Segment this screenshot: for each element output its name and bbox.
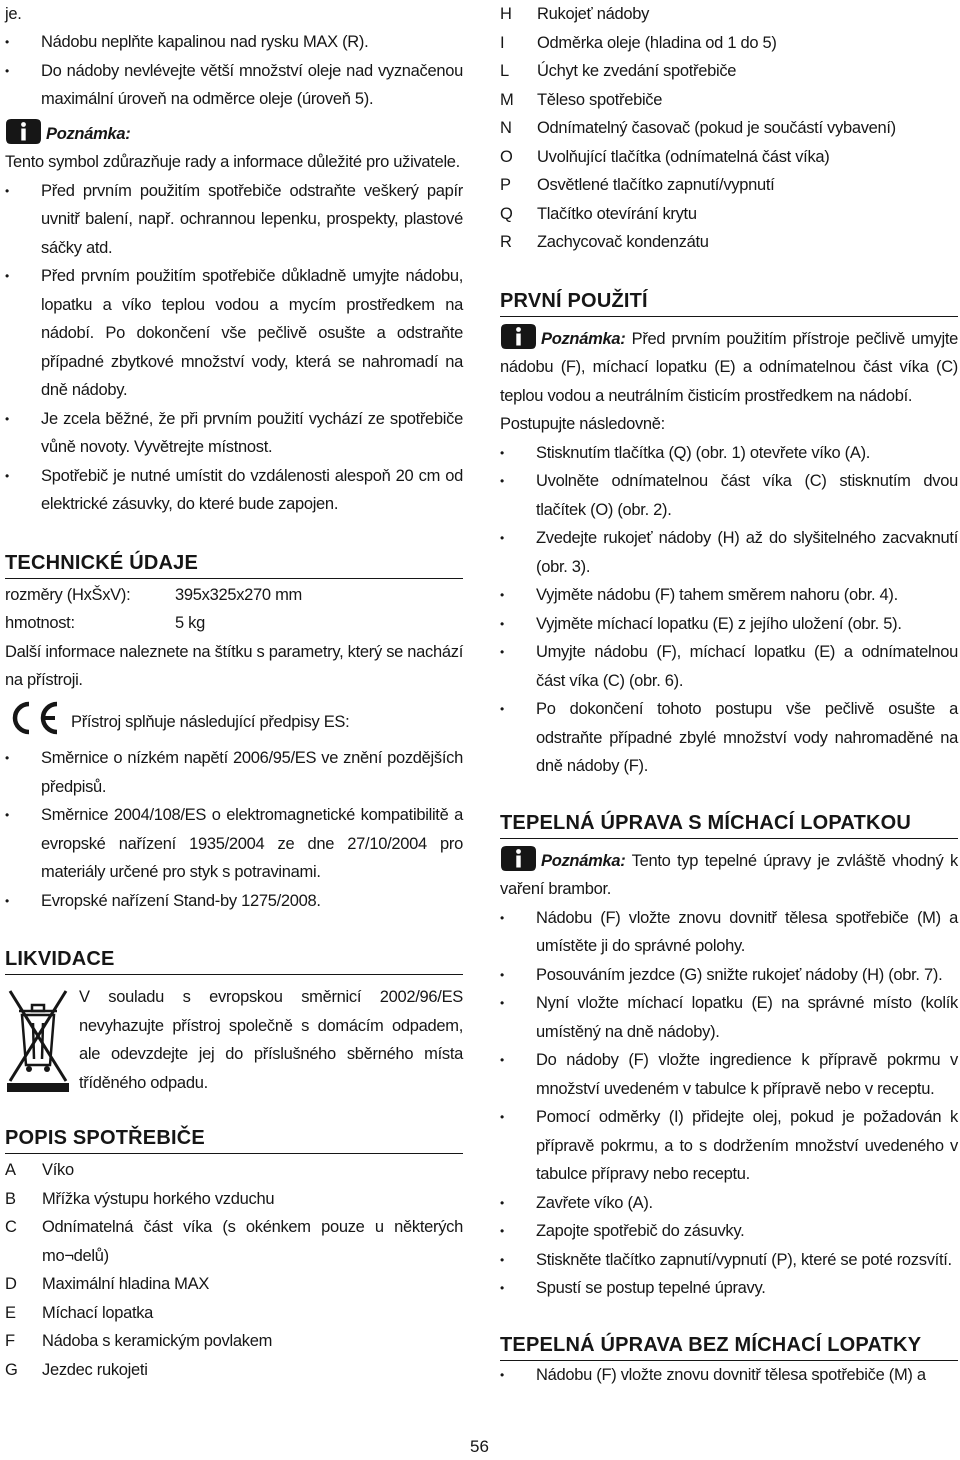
list-item: • Směrnice o nízkém napětí 2006/95/ES ve znění pozdějších předpisů. xyxy=(5,744,463,801)
item-value: Těleso spotřebiče xyxy=(537,90,663,109)
item-value: Nádoba s keramickým povlakem xyxy=(42,1332,273,1350)
list-item: • Pomocí odměrky (I) přidejte olej, pokud je požadován k přípravě pokrmu, a to s dodržením množství uvedeného v tabulce přípravy nebo receptu. xyxy=(500,1103,958,1189)
item-value: Uvolňující tlačítka (odnímatelná část víka) xyxy=(537,147,830,166)
item-key: D xyxy=(5,1275,17,1293)
spec-row-dimensions xyxy=(5,581,463,610)
item-key: M xyxy=(500,90,514,109)
item-value: Odměrka oleje (hladina od 1 do 5) xyxy=(537,33,777,52)
section-heading-heat-without-paddle: TEPELNÁ ÚPRAVA BEZ MÍCHACÍ LOPATKY xyxy=(500,1331,958,1361)
list-item: • Zavřete víko (A). xyxy=(500,1189,958,1218)
list-item: • Zvedejte rukojeť nádoby (H) až do slyšitelného zacvaknutí (obr. 3). xyxy=(500,524,958,581)
list-item: • Zapojte spotřebič do zásuvky. xyxy=(500,1217,958,1246)
list-item: • Do nádoby (F) vložte ingredience k přípravě pokrmu v množství uvedeném v tabulce k přípravě nebo v receptu. xyxy=(500,1046,958,1103)
note-label: Poznámka: xyxy=(541,329,626,348)
list-item xyxy=(500,114,958,143)
disposal-block xyxy=(5,983,463,1098)
list-item xyxy=(500,29,958,58)
list-item: • Vyjměte míchací lopatku (E) z jejího uložení (obr. 5). xyxy=(500,610,958,639)
list-item xyxy=(5,1270,463,1299)
list-item: • Vyjměte nádobu (F) tahem směrem nahoru (obr. 4). xyxy=(500,581,958,610)
list-item: • Stisknutím tlačítka (Q) (obr. 1) otevřete víko (A). xyxy=(500,439,958,468)
section-heading-first-use: PRVNÍ POUŽITÍ xyxy=(500,287,958,317)
info-icon xyxy=(500,323,537,350)
item-key: R xyxy=(500,233,512,251)
list-item xyxy=(500,171,958,200)
item-key: G xyxy=(5,1360,18,1379)
note-text: Tento typ tepelné úpravy je zvláště vhodný k vaření brambor. xyxy=(500,851,958,898)
list-item xyxy=(5,1299,463,1328)
parts-list xyxy=(5,1156,463,1384)
item-value: Míchací lopatka xyxy=(42,1303,154,1322)
list-item: • Nádobu (F) vložte znovu dovnitř tělesa spotřebiče (M) a xyxy=(500,1361,958,1390)
note-block xyxy=(5,118,463,177)
parts-list-continued xyxy=(500,0,958,257)
section-heading-tech: TECHNICKÉ ÚDAJE xyxy=(5,549,463,579)
info-icon xyxy=(5,118,42,145)
list-item: • Nyní vložte míchací lopatku (E) na správné místo (kolík umístěný na dně nádoby). xyxy=(500,989,958,1046)
item-key: E xyxy=(5,1303,16,1322)
list-item: • Stiskněte tlačítko zapnutí/vypnutí (P), které se poté rozsvítí. xyxy=(500,1246,958,1275)
info-icon xyxy=(500,845,537,872)
list-item xyxy=(5,1356,463,1385)
right-column xyxy=(500,0,958,1389)
disposal-text: V souladu s evropskou směrnicí 2002/96/ES nevyhazujte přístroj společně s domácím odpadem, ale odevzdejte jej do příslušného sběrného místa tříděného odpadu. xyxy=(79,988,463,1092)
item-value: Odnímatelná část víka (s okénkem pouze u některých mo¬delů) xyxy=(42,1218,463,1265)
list-item: • Nádobu (F) vložte znovu dovnitř tělesa spotřebiče (M) a umístěte ji do správné polohy. xyxy=(500,904,958,961)
list-item xyxy=(500,228,958,257)
list-item: • Posouváním jezdce (G) snižte rukojeť nádoby (H) (obr. 7). xyxy=(500,961,958,990)
list-item xyxy=(500,143,958,172)
item-key: F xyxy=(5,1332,15,1350)
spec-label: hmotnost: xyxy=(5,614,75,632)
heat-with-note xyxy=(500,845,958,904)
intro-line: je. xyxy=(5,5,22,23)
list-item xyxy=(5,1213,463,1270)
item-value: Jezdec rukojeti xyxy=(42,1360,148,1379)
item-value: Tlačítko otevírání krytu xyxy=(537,204,697,223)
list-item xyxy=(5,1185,463,1214)
item-key: C xyxy=(5,1218,17,1236)
list-item: • Spotřebič je nutné umístit do vzdálenosti alespoň 20 cm od elektrické zásuvky, do které bude zapojen. xyxy=(5,462,463,519)
spec-value: 395x325x270 mm xyxy=(175,585,302,604)
spec-value: 5 kg xyxy=(175,614,205,632)
ce-mark-icon xyxy=(5,701,61,745)
item-key: P xyxy=(500,176,511,194)
section-heading-parts: POPIS SPOTŘEBIČE xyxy=(5,1124,463,1154)
note-text: Tento symbol zdůrazňuje rady a informace důležité pro uživatele. xyxy=(5,153,460,171)
tech-info: Další informace naleznete na štítku s parametry, který se nachází na přístroji. xyxy=(5,642,463,689)
item-key: B xyxy=(5,1189,16,1208)
list-item: • Spustí se postup tepelné úpravy. xyxy=(500,1274,958,1303)
spec-row-weight xyxy=(5,609,463,638)
item-key: N xyxy=(500,119,512,137)
item-value: Zachycovač kondenzátu xyxy=(537,233,709,251)
item-value: Mřížka výstupu horkého vzduchu xyxy=(42,1189,275,1208)
section-heading-heat-with-paddle: TEPELNÁ ÚPRAVA S MÍCHACÍ LOPATKOU xyxy=(500,809,958,839)
item-key: O xyxy=(500,147,513,166)
item-value: Víko xyxy=(42,1161,74,1179)
item-value: Maximální hladina MAX xyxy=(42,1275,210,1293)
section-heading-disposal: LIKVIDACE xyxy=(5,945,463,975)
note-text: Před prvním použitím přístroje pečlivě umyjte nádobu (F), míchací lopatku (E) a odnímatelnou část víka (C) teplou vodou a neutrálním čisticím prostředkem na nádobí. xyxy=(500,329,958,405)
list-item: • Je zcela běžné, že při prvním použití vychází ze spotřebiče vůně novoty. Vyvětrejte místnost. xyxy=(5,405,463,462)
list-item: • Nádobu neplňte kapalinou nad rysku MAX (R). xyxy=(5,28,463,57)
list-item xyxy=(500,200,958,229)
list-item: • Před prvním použitím spotřebiče odstraňte veškerý papír uvnitř balení, např. ochrannou lepenku, prospekty, plastové sáčky atd. xyxy=(5,177,463,263)
steps-intro: Postupujte následovně: xyxy=(500,415,665,433)
list-item: • Před prvním použitím spotřebiče důkladně umyjte nádobu, lopatku a víko teplou vodou a mycím prostředkem na nádobí. Po dokončení vše pečlivě osušte a odstraňte případné zbytkové množství vody, která se nahromadí na dně nádoby. xyxy=(5,262,463,405)
list-item xyxy=(500,86,958,115)
item-key: L xyxy=(500,62,509,80)
list-item: • Po dokončení tohoto postupu vše pečlivě osušte a odstraňte případné zbylé množství vody nahromaděné na dně nádoby (F). xyxy=(500,695,958,781)
item-value: Odnímatelný časovač (pokud je součástí vybavení) xyxy=(537,119,896,137)
item-key: H xyxy=(500,5,512,23)
item-value: Osvětlené tlačítko zapnutí/vypnutí xyxy=(537,176,775,194)
item-key: I xyxy=(500,33,505,52)
item-value: Úchyt ke zvedání spotřebiče xyxy=(537,62,737,80)
crossed-bin-icon xyxy=(5,983,79,1098)
ce-statement xyxy=(5,701,463,745)
list-item xyxy=(5,1327,463,1356)
list-item: • Směrnice 2004/108/ES o elektromagnetické kompatibilitě a evropské nařízení 1935/2004 ze dne 27/10/2004 pro materiály určené pro styk s potravinami. xyxy=(5,801,463,887)
item-value: Rukojeť nádoby xyxy=(537,5,650,23)
list-item xyxy=(500,57,958,86)
list-item xyxy=(500,0,958,29)
list-item: • Evropské nařízení Stand-by 1275/2008. xyxy=(5,887,463,916)
list-item xyxy=(5,1156,463,1185)
ce-text: Přístroj splňuje následující předpisy ES: xyxy=(71,712,350,731)
list-item: • Umyjte nádobu (F), míchací lopatku (E) a odnímatelnou část víka (C) (obr. 6). xyxy=(500,638,958,695)
item-key: A xyxy=(5,1161,16,1179)
first-use-note xyxy=(500,323,958,411)
item-key: Q xyxy=(500,204,513,223)
page-number: 56 xyxy=(470,1437,489,1456)
note-label: Poznámka: xyxy=(46,124,131,143)
note-label: Poznámka: xyxy=(541,851,626,870)
left-column xyxy=(5,0,463,1384)
list-item: • Do nádoby nevlévejte větší množství oleje nad vyznačenou maximální úroveň na odměrce oleje (úroveň 5). xyxy=(5,57,463,114)
spec-label: rozměry (HxŠxV): xyxy=(5,585,131,604)
list-item: • Uvolněte odnímatelnou část víka (C) stisknutím dvou tlačítek (O) (obr. 2). xyxy=(500,467,958,524)
